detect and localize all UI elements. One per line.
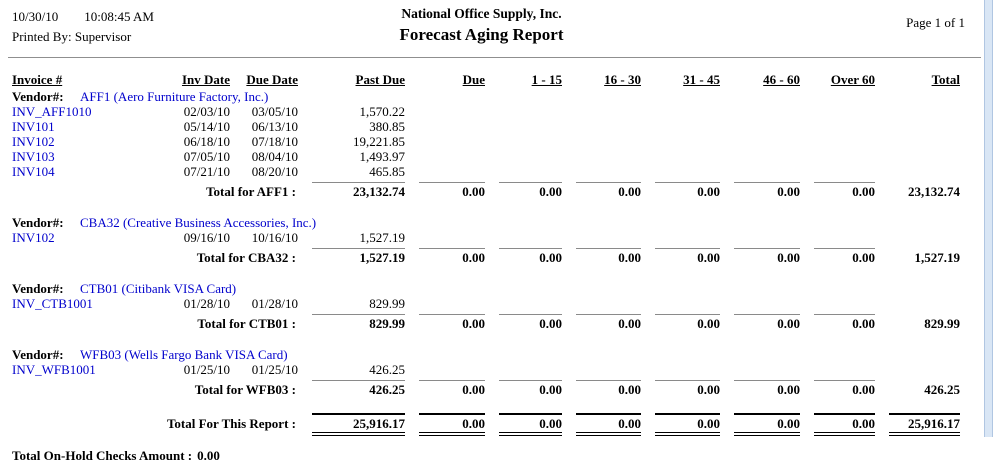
vendor-total-label: Total for WFB03 :: [194, 382, 296, 397]
vendor-total-amount: 1,527.19: [312, 248, 405, 266]
invoice-past-due: 1,570.22: [359, 104, 405, 119]
print-time: 10:08:45 AM: [84, 9, 154, 24]
column-header-16-30: 16 - 30: [604, 72, 641, 87]
on-hold-label: Total On-Hold Checks Amount :: [12, 448, 193, 463]
column-header-due-date: Due Date: [246, 72, 298, 87]
vendor-link[interactable]: CTB01 (Citibank VISA Card): [80, 281, 237, 296]
vendor-total-row: [0, 380, 993, 398]
vendor-total-row: [0, 314, 993, 332]
invoice-past-due: 380.85: [369, 119, 405, 134]
column-header-past-due: Past Due: [355, 72, 405, 87]
invoice-past-due: 19,221.85: [353, 134, 405, 149]
invoice-number-link[interactable]: INV101: [12, 119, 55, 134]
vendor-section: [0, 281, 993, 332]
invoice-inv-date: 07/21/10: [183, 164, 230, 179]
vendor-total-amount: 829.99: [312, 314, 405, 332]
vendor-number-label: Vendor#:: [12, 89, 64, 104]
column-header-46-60: 46 - 60: [763, 72, 800, 87]
invoice-past-due: 829.99: [369, 296, 405, 311]
column-header-due: Due: [462, 72, 485, 87]
report-total-amount: 25,916.17: [889, 413, 960, 436]
invoice-row: [0, 119, 993, 134]
vendor-number-label: Vendor#:: [12, 347, 64, 362]
vendor-total-amount: 0.00: [734, 314, 800, 332]
report-total-row: [0, 413, 993, 436]
invoice-row: [0, 230, 993, 245]
invoice-inv-date: 02/03/10: [183, 104, 230, 119]
invoice-due-date: 08/04/10: [251, 149, 298, 164]
invoice-due-date: 10/16/10: [251, 230, 298, 245]
invoice-inv-date: 05/14/10: [183, 119, 230, 134]
vendor-number-label: Vendor#:: [12, 281, 64, 296]
vendor-total-amount: 0.00: [419, 380, 485, 398]
invoice-row: [0, 134, 993, 149]
report-title-block: [0, 6, 963, 45]
vendor-total-amount: 0.00: [419, 182, 485, 200]
vendor-number-label: Vendor#:: [12, 215, 64, 230]
vendor-total-amount: 0.00: [499, 248, 562, 266]
invoice-inv-date: 09/16/10: [183, 230, 230, 245]
report-total-label: Total For This Report :: [166, 416, 296, 431]
vendor-total-amount: 0.00: [734, 380, 800, 398]
invoice-row: [0, 149, 993, 164]
vendor-header-row: [0, 347, 993, 362]
invoice-row: [0, 296, 993, 311]
column-header-row: [0, 72, 993, 87]
column-header-1-15: 1 - 15: [531, 72, 562, 87]
invoice-inv-date: 06/18/10: [183, 134, 230, 149]
on-hold-value: 0.00: [197, 448, 220, 463]
vendor-total-amount: 0.00: [655, 314, 720, 332]
invoice-due-date: 01/28/10: [251, 296, 298, 311]
invoice-due-date: 01/25/10: [251, 362, 298, 377]
vendor-section: [0, 215, 993, 266]
page-title: Forecast Aging Report: [399, 25, 564, 44]
invoice-number-link[interactable]: INV_WFB1001: [12, 362, 96, 377]
invoice-past-due: 1,493.97: [359, 149, 405, 164]
vendor-header-row: [0, 89, 993, 104]
vendor-total-row: [0, 182, 993, 200]
vendor-total-amount: 0.00: [655, 380, 720, 398]
vendor-total-amount: 0.00: [499, 380, 562, 398]
column-header-31-45: 31 - 45: [683, 72, 720, 87]
invoice-number-link[interactable]: INV103: [12, 149, 55, 164]
vendor-total-amount: 829.99: [924, 316, 960, 331]
vendor-section: [0, 347, 993, 398]
invoice-due-date: 07/18/10: [251, 134, 298, 149]
vendor-total-amount: 426.25: [924, 382, 960, 397]
invoice-past-due: 1,527.19: [359, 230, 405, 245]
vendor-header-row: [0, 281, 993, 296]
invoice-inv-date: 01/28/10: [183, 296, 230, 311]
column-header-inv-date: Inv Date: [181, 72, 230, 87]
vendor-total-amount: 0.00: [814, 380, 875, 398]
vendor-total-label: Total for AFF1 :: [206, 184, 296, 199]
vendor-link[interactable]: CBA32 (Creative Business Accessories, Inc.): [80, 215, 317, 230]
printed-by: Printed By: Supervisor: [12, 29, 132, 44]
invoice-row: [0, 164, 993, 179]
vendor-total-label: Total for CBA32 :: [196, 250, 296, 265]
invoice-due-date: 08/20/10: [251, 164, 298, 179]
invoice-number-link[interactable]: INV_AFF1010: [12, 104, 92, 119]
invoice-number-link[interactable]: INV102: [12, 134, 55, 149]
report-total-amount: 0.00: [814, 413, 875, 436]
report-total-amount: 0.00: [419, 413, 485, 436]
vendor-section: [0, 89, 993, 200]
report-total-amount: 0.00: [499, 413, 562, 436]
vendor-header-row: [0, 215, 993, 230]
vendor-total-amount: 0.00: [419, 314, 485, 332]
print-date: 10/30/10: [12, 9, 59, 24]
vendor-total-amount: 0.00: [814, 248, 875, 266]
invoice-due-date: 03/05/10: [251, 104, 298, 119]
invoice-inv-date: 01/25/10: [183, 362, 230, 377]
vendor-total-row: [0, 248, 993, 266]
report-total-amount: 0.00: [655, 413, 720, 436]
vendor-total-amount: 0.00: [419, 248, 485, 266]
vendor-total-label: Total for CTB01 :: [197, 316, 296, 331]
vendor-total-amount: 0.00: [576, 380, 641, 398]
vendor-total-amount: 0.00: [499, 314, 562, 332]
column-header-invoice: Invoice #: [12, 72, 63, 87]
vendor-total-amount: 23,132.74: [312, 182, 405, 200]
column-header-over-60: Over 60: [830, 72, 875, 87]
invoice-number-link[interactable]: INV102: [12, 230, 55, 245]
page-number: Page 1 of 1: [906, 15, 965, 30]
vendor-total-amount: 1,527.19: [914, 250, 960, 265]
invoice-row: [0, 104, 993, 119]
vendor-total-amount: 0.00: [734, 182, 800, 200]
vendor-total-amount: 426.25: [312, 380, 405, 398]
invoice-number-link[interactable]: INV104: [12, 164, 55, 179]
invoice-row: [0, 362, 993, 377]
vendor-total-amount: 0.00: [814, 314, 875, 332]
invoice-past-due: 426.25: [369, 362, 405, 377]
vendor-link[interactable]: WFB03 (Wells Fargo Bank VISA Card): [80, 347, 288, 362]
column-header-total: Total: [931, 72, 960, 87]
vendor-total-amount: 0.00: [655, 248, 720, 266]
report-header: [0, 0, 993, 58]
vendor-total-amount: 0.00: [499, 182, 562, 200]
header-divider: [8, 57, 981, 58]
viewer-edge-strip: [984, 0, 993, 437]
on-hold-footer: [0, 448, 993, 464]
invoice-past-due: 465.85: [369, 164, 405, 179]
invoice-number-link[interactable]: INV_CTB1001: [12, 296, 93, 311]
vendor-total-amount: 0.00: [814, 182, 875, 200]
report-total-amount: 25,916.17: [312, 413, 405, 436]
vendor-total-amount: 0.00: [576, 314, 641, 332]
company-name: National Office Supply, Inc.: [401, 6, 562, 21]
vendor-total-amount: 0.00: [734, 248, 800, 266]
invoice-due-date: 06/13/10: [251, 119, 298, 134]
vendor-link[interactable]: AFF1 (Aero Furniture Factory, Inc.): [80, 89, 269, 104]
report-total-amount: 0.00: [734, 413, 800, 436]
vendor-total-amount: 23,132.74: [908, 184, 960, 199]
vendor-total-amount: 0.00: [576, 182, 641, 200]
vendor-total-amount: 0.00: [576, 248, 641, 266]
report-total-amount: 0.00: [576, 413, 641, 436]
vendor-total-amount: 0.00: [655, 182, 720, 200]
invoice-inv-date: 07/05/10: [183, 149, 230, 164]
report-body: [0, 89, 993, 436]
